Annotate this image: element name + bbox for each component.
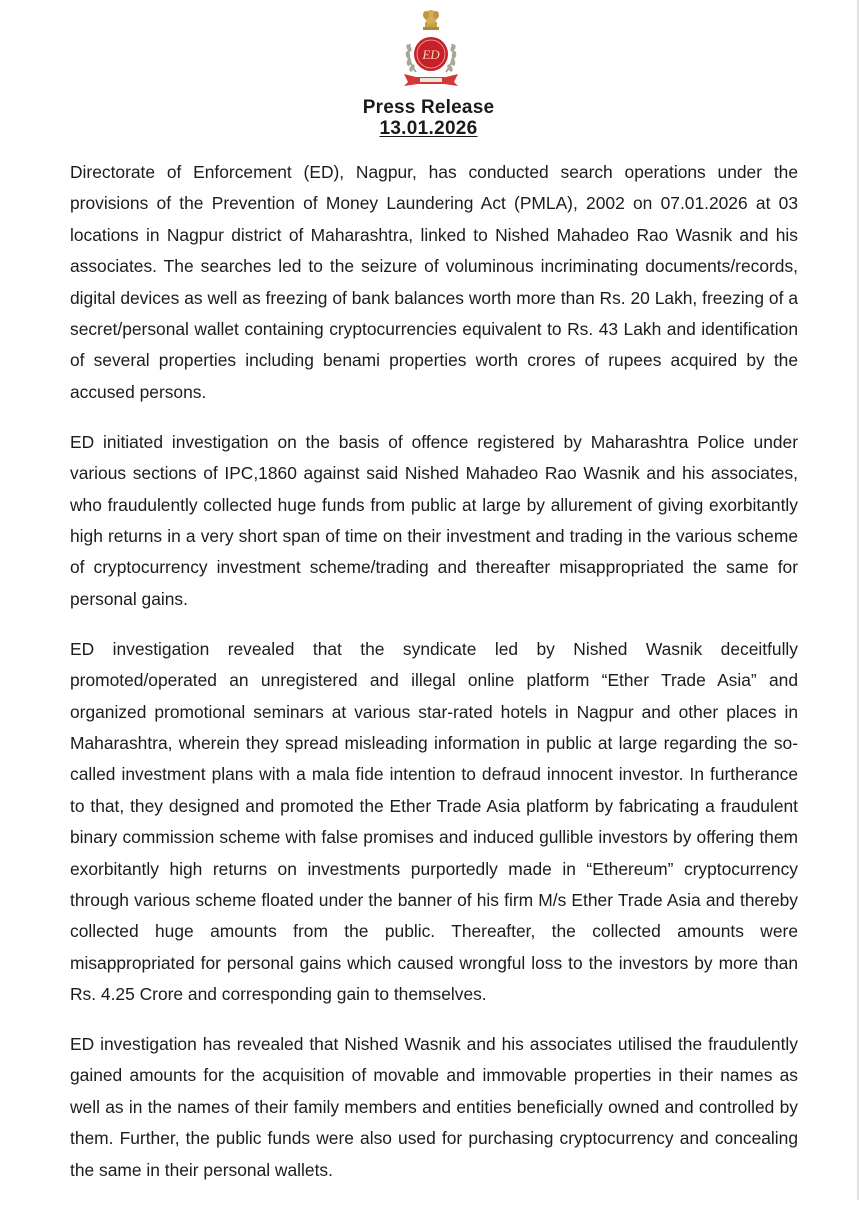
document-header — [0, 97, 857, 139]
release-date: 13.01.2026 — [379, 118, 478, 139]
svg-text:ED: ED — [422, 47, 440, 62]
document-body — [70, 157, 798, 1205]
ed-emblem-icon — [396, 4, 466, 92]
paragraph-search-operations: Directorate of Enforcement (ED), Nagpur, has conducted search operations under the provisions of the Prevention of Money Laundering Act (PMLA), 2002 on 07.01.2026 at 03 locations in Nagpur district of Maharashtra, linked to Nished Mahadeo Rao Wasnik and his associates. The searches led to the seizure of voluminous incriminating documents/records, digital devices as well as freezing of bank balances worth more than Rs. 20 Lakh, freezing of a secret/personal wallet containing cryptocurrencies equivalent to Rs. 43 Lakh and identification of several properties including benami properties worth crores of rupees acquired by the accused persons. — [70, 162, 798, 402]
paragraph-investigation-basis: ED initiated investigation on the basis of offence registered by Maharashtra Police under various sections of IPC,1860 against said Nished Mahadeo Rao Wasnik and his associates, who fraudulently collected huge funds from public at large by allurement of giving exorbitantly high returns in a very short span of time on their investment and trading in the various scheme of cryptocurrency investment scheme/trading and thereafter misappropriated the same for personal gains. — [70, 431, 798, 609]
page-title: Press Release — [362, 97, 495, 118]
paragraph-asset-utilisation: ED investigation has revealed that Nished Wasnik and his associates utilised the fraudulently gained amounts for the acquisition of movable and immovable properties in their names as well as in the names of their family members and entities beneficially owned and controlled by them. Further, the public funds were also used for purchasing cryptocurrency and concealing the same in their personal wallets. — [70, 1034, 798, 1180]
ashoka-emblem-icon — [423, 10, 439, 30]
paragraph-syndicate-findings: ED investigation revealed that the syndicate led by Nished Wasnik deceitfully promoted/operated an unregistered and illegal online platform “Ether Trade Asia” and organized promotional seminars at various star-rated hotels in Nagpur and other places in Maharashtra, wherein they spread misleading information in public at large regarding the so-called investment plans with a mala fide intention to defraud innocent investor. In furtherance to that, they designed and promoted the Ether Trade Asia platform by fabricating a fraudulent binary commission scheme with false promises and induced gullible investors by offering them exorbitantly high returns on investments purportedly made in “Ethereum” cryptocurrency through various scheme floated under the banner of his firm M/s Ether Trade Asia and thereby collected huge amounts from the public. Thereafter, the collected amounts were misappropriated for personal gains which caused wrongful loss to the investors by more than Rs. 4.25 Crore and corresponding gain to themselves. — [70, 638, 798, 1005]
